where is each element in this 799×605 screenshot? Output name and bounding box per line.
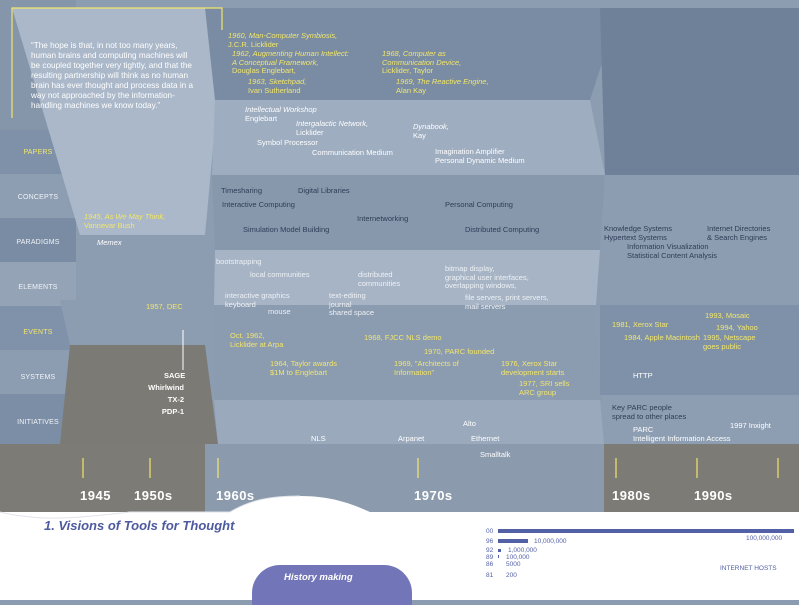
hosts-bar-89	[498, 555, 499, 558]
row-label-events: EVENTS	[23, 329, 53, 336]
row-label-systems: SYSTEMS	[20, 374, 56, 381]
event-netscape: 1995, Netscape goes public	[703, 333, 756, 351]
element-textedit: text-editing journal shared space	[329, 291, 375, 317]
system-http: HTTP	[633, 371, 653, 380]
poster-title: 1. Visions of Tools for Thought	[44, 518, 235, 533]
concept-comm: Communication Medium	[312, 148, 393, 157]
row-label-concepts: CONCEPTS	[17, 194, 59, 201]
hosts-value-00: 100,000,000	[746, 535, 783, 542]
hosts-value-92: 1,000,000	[508, 547, 537, 554]
decade-1980s: 1980s	[612, 488, 651, 503]
hosts-year-86: 86	[486, 561, 494, 568]
element-bootstrapping: bootstrapping	[216, 257, 262, 266]
event-architects: 1969, "Architects of Information"	[394, 359, 459, 377]
row-label-paradigms: PARADIGMS	[16, 239, 60, 246]
paper-1968: 1968, Computer as Communication Device, Licklider, Taylor	[382, 49, 462, 75]
paper-1969: 1969, The Reactive Engine, Alan Kay	[396, 77, 489, 95]
event-macintosh: 1984, Apple Macintosh	[624, 333, 700, 342]
hosts-year-89: 89	[486, 554, 494, 561]
hosts-bar-92	[498, 549, 501, 552]
initiative-parc-ia: PARC Intelligent Information Access	[633, 425, 731, 443]
paradigm-timesharing: Timesharing	[221, 186, 262, 195]
system-sage: SAGE	[164, 371, 186, 380]
paper-1963: 1963, Sketchpad, Ivan Sutherland	[248, 77, 307, 95]
row-label-initiatives: INITIATIVES	[17, 419, 59, 426]
initiative-arpanet: Arpanet	[398, 434, 425, 443]
event-dec: 1957, DEC	[146, 302, 183, 311]
paper-1945: 1945, As We May Think, Vannevar Bush	[84, 212, 166, 230]
licklider-quote: “The hope is that, in not too many years, human brains and computing machines will be coupled together very tightly, and that the resulting partnership will think as no human brain has ever thought and process data in a way not approached by the information-handling machines we know today.”	[31, 41, 194, 110]
hosts-bar-96	[498, 539, 528, 543]
decade-1990s: 1990s	[694, 488, 733, 503]
paradigm-internetworking: Internetworking	[357, 214, 409, 223]
paper-1960: 1960, Man-Computer Symbiosis, J.C.R. Licklider	[228, 31, 338, 49]
event-mosaic: 1993, Mosaic	[705, 311, 750, 320]
event-yahoo: 1994, Yahoo	[716, 323, 758, 332]
decade-1970s: 1970s	[414, 488, 453, 503]
event-xerox-star: 1981, Xerox Star	[612, 320, 669, 329]
hosts-year-96: 96	[486, 538, 494, 545]
hosts-value-96: 10,000,000	[534, 538, 567, 545]
decade-1960s: 1960s	[216, 488, 255, 503]
initiative-smalltalk: Smalltalk	[480, 450, 511, 459]
hosts-year-92: 92	[486, 547, 494, 554]
event-parc: 1970, PARC founded	[424, 347, 495, 356]
concept-memex: Memex	[97, 238, 122, 247]
decade-1945: 1945	[80, 488, 111, 503]
element-servers: file servers, print servers, mail servers	[465, 293, 549, 311]
concept-dynabook: Dynabook, Kay	[413, 122, 449, 140]
initiative-nls: NLS	[311, 434, 326, 443]
element-graphics: interactive graphics keyboard	[225, 291, 290, 309]
concept-galactic: Intergalactic Network, Licklider	[296, 119, 369, 137]
element-distributed-communities: distributed communities	[358, 270, 401, 288]
event-arpa: Oct. 1962, Licklider at Arpa	[230, 331, 284, 349]
paper-1962: 1962, Augmenting Human Intellect: A Conceptual Framework, Douglas Englebart,	[232, 49, 349, 75]
row-label-elements: ELEMENTS	[18, 284, 58, 291]
concept-workshop: Intellectual Workshop Englebart	[245, 105, 317, 123]
hosts-value-86: 5000	[506, 561, 521, 568]
initiative-inxight: 1997 Inxight	[730, 421, 771, 430]
history-making-tab[interactable]	[252, 565, 412, 605]
initiative-parc-people: Key PARC people spread to other places	[612, 403, 687, 421]
paradigm-distributed: Distributed Computing	[465, 225, 540, 234]
paradigm-infovis: Information Visualization Statistical Content Analysis	[627, 242, 718, 260]
paradigm-digital-libraries: Digital Libraries	[298, 186, 350, 195]
element-mouse: mouse	[268, 307, 291, 316]
element-local: local communities	[250, 270, 310, 279]
hosts-year-81: 81	[486, 572, 494, 579]
paradigm-knowledge: Knowledge Systems Hypertext Systems	[604, 224, 672, 242]
system-pdp1: PDP-1	[161, 407, 184, 416]
paradigm-simulation: Simulation Model Building	[243, 225, 330, 234]
event-xerox-star-dev: 1976, Xerox Star development starts	[501, 359, 565, 377]
paradigm-directories: Internet Directories & Search Engines	[707, 224, 771, 242]
initiative-ethernet: Ethernet	[471, 434, 500, 443]
hosts-bar-00	[498, 529, 794, 533]
concept-symbol: Symbol Processor	[257, 138, 318, 147]
hosts-value-89: 100,000	[506, 554, 530, 561]
system-tx2: TX-2	[167, 395, 184, 404]
decade-1950s: 1950s	[134, 488, 173, 503]
internet-hosts-label: INTERNET HOSTS	[720, 565, 777, 572]
system-whirlwind: Whirlwind	[148, 383, 184, 392]
element-bitmap: bitmap display, graphical user interfaces, overlapping windows,	[445, 264, 529, 290]
event-sri: 1977, SRI sells ARC group	[519, 379, 570, 397]
row-label-papers: PAPERS	[23, 149, 53, 156]
concept-amplifier: Imagination Amplifier Personal Dynamic Medium	[435, 147, 525, 165]
paradigm-interactive: Interactive Computing	[222, 200, 295, 209]
hosts-value-81: 200	[506, 572, 517, 579]
paradigm-personal: Personal Computing	[445, 200, 513, 209]
event-taylor: 1964, Taylor awards $1M to Englebart	[270, 359, 337, 377]
event-fjcc: 1968, FJCC NLS demo	[364, 333, 442, 342]
history-making-label: History making	[284, 572, 353, 583]
initiative-alto: Alto	[463, 419, 476, 428]
hosts-year-00: 00	[486, 528, 494, 535]
